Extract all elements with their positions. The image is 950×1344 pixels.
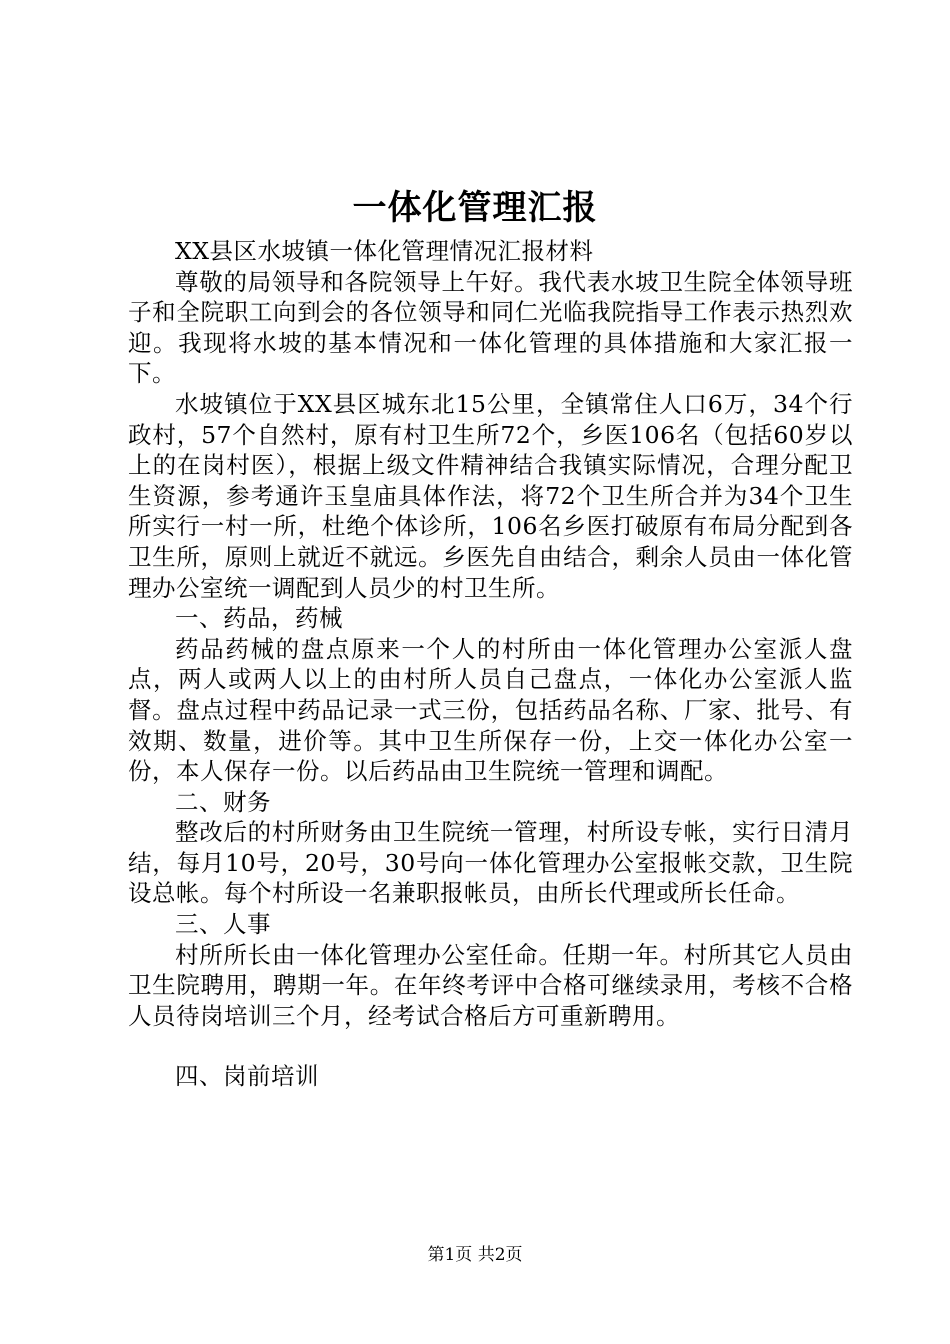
paragraph-medicine: 药品药械的盘点原来一个人的村所由一体化管理办公室派人盘点，两人或两人以上的由村所人员自己盘点，一体化办公室派人监督。盘点过程中药品记录一式三份，包括药品名称、厂家、批号、有效期、数量，进价等。其中卫生所保存一份，上交一体化办公室一份，本人保存一份。以后药品由卫生院统一管理和调配。 [128, 634, 853, 786]
paragraph-personnel: 村所所长由一体化管理办公室任命。任期一年。村所其它人员由卫生院聘用，聘期一年。在年终考评中合格可继续录用，考核不合格人员待岗培训三个月，经考试合格后方可重新聘用。 [128, 940, 853, 1030]
section-heading-personnel: 三、人事 [175, 910, 271, 939]
paragraph-finance: 整改后的村所财务由卫生院统一管理，村所设专帐，实行日清月结，每月10号，20号，30号向一体化管理办公室报帐交款，卫生院设总帐。每个村所设一名兼职报帐员，由所长代理或所长任命。 [128, 818, 853, 908]
page-footer: 第1页 共2页 [427, 1245, 523, 1265]
section-heading-finance: 二、财务 [175, 787, 271, 816]
paragraph-greeting: 尊敬的局领导和各院领导上午好。我代表水坡卫生院全体领导班子和全院职工向到会的各位领导和同仁光临我院指导工作表示热烈欢迎。我现将水坡的基本情况和一体化管理的具体措施和大家汇报一下。 [128, 267, 853, 388]
paragraph-background: 水坡镇位于XX县区城东北15公里，全镇常住人口6万，34个行政村，57个自然村，原有村卫生所72个，乡医106名（包括60岁以上的在岗村医），根据上级文件精神结合我镇实际情况，合理分配卫生资源，参考通许玉皇庙具体作法，将72个卫生所合并为34个卫生所实行一村一所，杜绝个体诊所，106名乡医打破原有布局分配到各卫生所，原则上就近不就远。乡医先自由结合，剩余人员由一体化管理办公室统一调配到人员少的村卫生所。 [128, 389, 853, 602]
document-body [128, 236, 853, 1092]
document-subtitle: XX县区水坡镇一体化管理情况汇报材料 [175, 237, 594, 265]
section-heading-training: 四、岗前培训 [175, 1062, 319, 1091]
section-heading-medicine: 一、药品，药械 [175, 604, 343, 633]
page-title: 一体化管理汇报 [352, 188, 598, 228]
